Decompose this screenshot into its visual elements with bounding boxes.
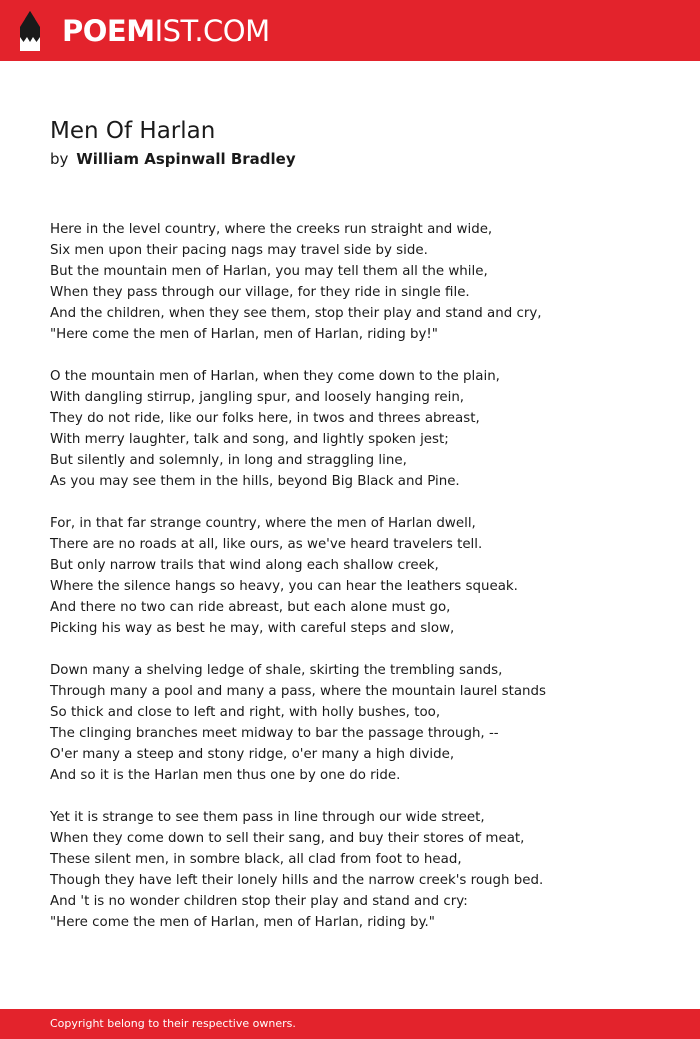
poem-line: So thick and close to left and right, with holly bushes, too, [50, 705, 441, 720]
poem-author: William Aspinwall Bradley [76, 150, 296, 168]
poem-line: The clinging branches meet midway to bar the passage through, -- [50, 726, 499, 741]
poem-line: Though they have left their lonely hills and the narrow creek's rough bed. [50, 873, 544, 888]
site-logo[interactable] [62, 13, 270, 49]
poem-line: Yet it is strange to see them pass in line through our wide street, [50, 810, 485, 825]
poem-line: And the children, when they see them, stop their play and stand and cry, [50, 306, 542, 321]
poem-line: Down many a shelving ledge of shale, skirting the trembling sands, [50, 663, 503, 678]
poem-line: For, in that far strange country, where the men of Harlan dwell, [50, 516, 476, 531]
site-header [0, 0, 700, 61]
logo-bold-text: POEM [62, 14, 155, 48]
poem-byline [50, 148, 296, 170]
poem-line: Where the silence hangs so heavy, you can hear the leathers squeak. [50, 579, 518, 594]
poem-title: Men Of Harlan [50, 118, 216, 144]
pencil-tip-icon [19, 11, 41, 51]
logo-light-text: IST.COM [154, 14, 270, 48]
poem-line: Six men upon their pacing nags may travel side by side. [50, 243, 428, 258]
copyright-text: Copyright belong to their respective owners. [50, 1017, 296, 1030]
poem-stanza [50, 366, 680, 492]
poem-line: These silent men, in sombre black, all clad from foot to head, [50, 852, 462, 867]
poem-line: When they come down to sell their sang, and buy their stores of meat, [50, 831, 525, 846]
poem-line: They do not ride, like our folks here, in twos and threes abreast, [50, 411, 480, 426]
site-footer [0, 1009, 700, 1039]
poem-line: Here in the level country, where the creeks run straight and wide, [50, 222, 493, 237]
poem-line: But only narrow trails that wind along each shallow creek, [50, 558, 439, 573]
poem-line: "Here come the men of Harlan, men of Harlan, riding by." [50, 915, 435, 930]
poem-line: But silently and solemnly, in long and straggling line, [50, 453, 407, 468]
poem-line: There are no roads at all, like ours, as we've heard travelers tell. [50, 537, 483, 552]
poem-line: O the mountain men of Harlan, when they come down to the plain, [50, 369, 500, 384]
poem-line: With dangling stirrup, jangling spur, and loosely hanging rein, [50, 390, 465, 405]
poem-line: As you may see them in the hills, beyond Big Black and Pine. [50, 474, 460, 489]
poem-line: With merry laughter, talk and song, and lightly spoken jest; [50, 432, 449, 447]
poem-line: O'er many a steep and stony ridge, o'er many a high divide, [50, 747, 455, 762]
poem-stanza [50, 513, 680, 639]
poem-line: When they pass through our village, for they ride in single file. [50, 285, 470, 300]
poem-line: Picking his way as best he may, with careful steps and slow, [50, 621, 455, 636]
by-label: by [50, 150, 69, 168]
poem-line: "Here come the men of Harlan, men of Harlan, riding by!" [50, 327, 438, 342]
poem-stanza [50, 660, 680, 786]
poem-body [50, 219, 680, 954]
poem-line: Through many a pool and many a pass, where the mountain laurel stands [50, 684, 547, 699]
poem-line: But the mountain men of Harlan, you may tell them all the while, [50, 264, 488, 279]
poem-stanza [50, 807, 680, 933]
poem-line: And 't is no wonder children stop their play and stand and cry: [50, 894, 468, 909]
poem-stanza [50, 219, 680, 345]
poem-line: And there no two can ride abreast, but each alone must go, [50, 600, 451, 615]
poem-line: And so it is the Harlan men thus one by one do ride. [50, 768, 401, 783]
